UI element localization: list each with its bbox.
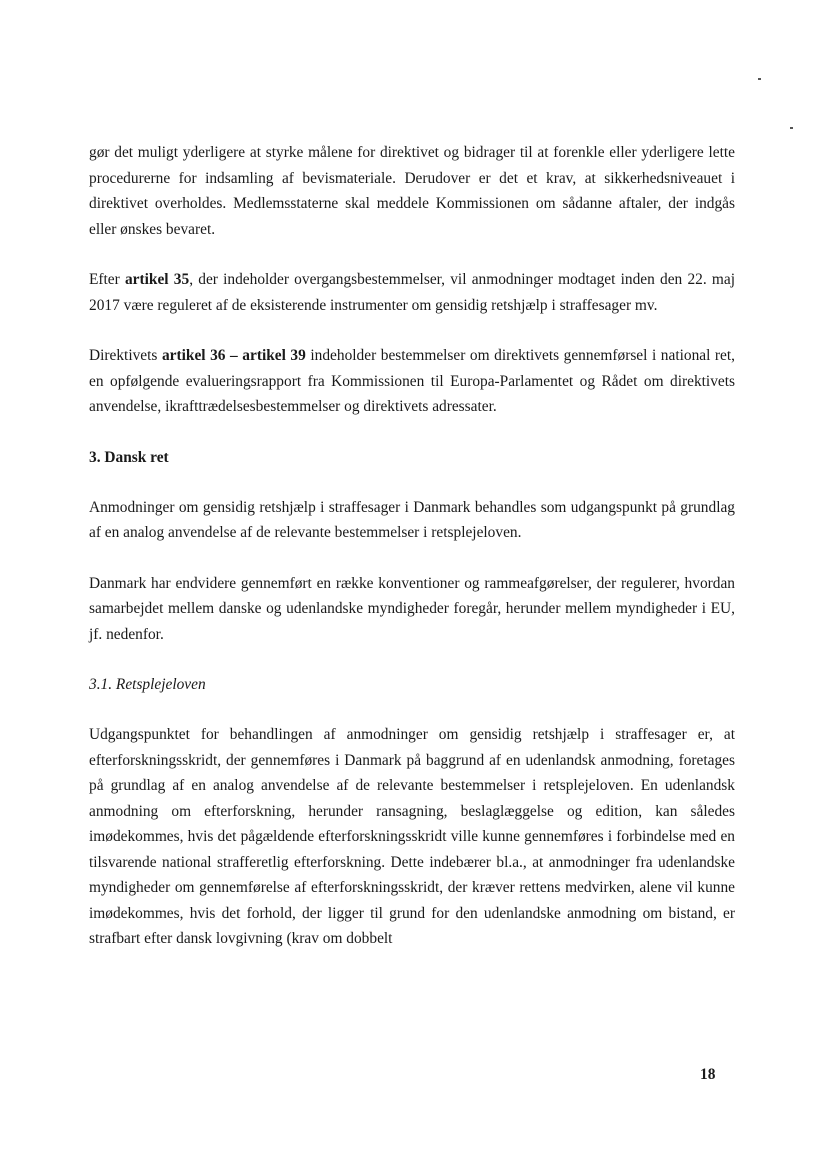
scan-speck: [758, 78, 761, 80]
paragraph-2-bold: artikel 35: [124, 271, 190, 288]
paragraph-3-pre: Direktivets: [89, 347, 162, 364]
paragraph-2: [89, 267, 735, 318]
paragraph-3: [89, 343, 735, 420]
paragraph-5: Danmark har endvidere gennemført en række konventioner og rammeafgørelser, der regulerer, hvordan samarbejdet mellem danske og udenlandske myndigheder foregår, herunder mellem myndigheder i EU, jf. nedenfor.: [89, 574, 735, 643]
document-page: [89, 140, 735, 952]
paragraph-2-pre: Efter: [89, 271, 125, 288]
paragraph-3-post: indeholder bestemmelser om direktivets gennemførsel i national ret, en opfølgende evalueringsrapport fra Kommissionen til Europa-Parlamentet og Rådet om direktivets anvendelse, ikrafttrædelsesbestemmelser og direktivets adressater.: [89, 347, 736, 415]
subsection-heading: 3.1. Retsplejeloven: [89, 676, 206, 693]
paragraph-3-bold: artikel 36 – artikel 39: [161, 347, 306, 364]
paragraph-4: Anmodninger om gensidig retshjælp i straffesager i Danmark behandles som udgangspunkt på grundlag af en analog anvendelse af de relevante bestemmelser i retsplejeloven.: [89, 498, 735, 541]
paragraph-6: Udgangspunktet for behandlingen af anmodninger om gensidig retshjælp i straffesager er, at efterforskningsskridt, der gennemføres i Danmark på baggrund af en udenlandsk anmodning, foretages på grundlag af en analog anvendelse af de relevante bestemmelser i retsplejeloven. En udenlandsk anmodning om efterforskning, herunder ransagning, beslaglæggelse og edition, kan således imødekommes, hvis det pågældende efterforskningsskridt ville kunne gennemføres i forbindelse med en tilsvarende national strafferetlig efterforskning. Dette indebærer bl.a., at anmodninger fra udenlandske myndigheder om gennemførelse af efterforskningsskridt, der kræver rettens medvirken, alene vil kunne imødekommes, hvis det forhold, der ligger til grund for den udenlandske anmodning om bistand, er strafbart efter dansk lovgivning (krav om dobbelt: [89, 726, 735, 947]
section-heading: 3. Dansk ret: [89, 448, 169, 466]
page-number: 18: [700, 1066, 716, 1083]
scan-speck: [790, 127, 793, 129]
paragraph-2-post: , der indeholder overgangsbestemmelser, vil anmodninger modtaget inden den 22. maj 2017 være reguleret af de eksisterende instrumenter om gensidig retshjælp i straffesager mv.: [89, 271, 736, 314]
paragraph-1: gør det muligt yderligere at styrke målene for direktivet og bidrager til at forenkle eller yderligere lette procedurerne for indsamling af bevismateriale. Derudover er det et krav, at sikkerhedsniveauet i direktivet overholdes. Medlemsstaterne skal meddele Kommissionen om sådanne aftaler, der indgås eller ønskes bevaret.: [89, 144, 735, 238]
